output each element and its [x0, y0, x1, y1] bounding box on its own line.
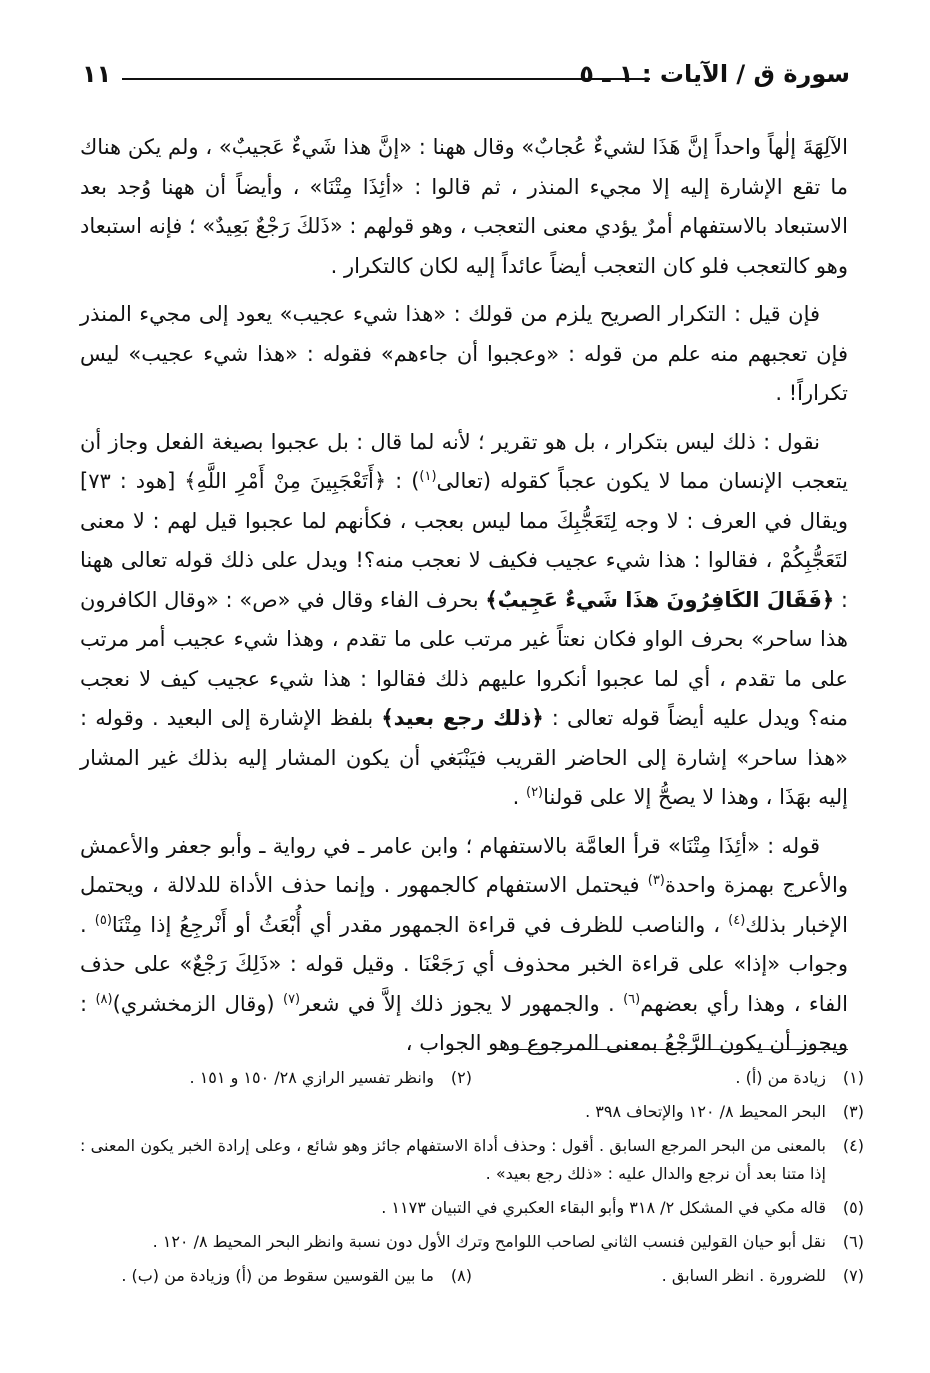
quran-quote: ﴿ذلك رجع بعيد﴾ — [381, 706, 544, 730]
text-span: قوله : «أئِذَا مِتْنَا» قرأ العامَّة بالاستفهام ؛ وابن عامر ـ في رواية ـ وأبو جعفر والأعمش والأعرج بهمزة واحدة — [80, 833, 848, 897]
paragraph-2: فإن قيل : التكرار الصريح يلزم من قولك : «هذا شيء عجيب» يعود إلى مجيء المنذر فإن تعجبهم منه علم من قوله : «وعجبوا أن جاءهم» فقوله : «هذا شيء عجيب» ليس تكراراً! . — [80, 302, 848, 405]
text-span: ، والناصب للظرف في قراءة الجمهور مقدر أي أُبْعَثُ أو أَنْرجِعُ إذا مِتْنَا — [111, 912, 729, 937]
text-span: : ويجوز أن يكون الرَّجْعُ بمعنى المرجوع وهو الجواب ، — [80, 991, 848, 1055]
page-number: ١١ — [82, 60, 112, 88]
footnote-1 — [472, 1064, 864, 1092]
text-span: . — [512, 785, 526, 809]
footnote-number: (٢) — [450, 1068, 472, 1087]
footnote-text: ما بين القوسين سقوط من (أ) وزيادة من (ب) . — [121, 1266, 434, 1285]
footnote-3 — [80, 1098, 864, 1126]
header-rule — [122, 78, 650, 80]
page-header — [82, 58, 850, 94]
text-span: . وجواب «إذا» على قراءة الخبر محذوف أي رَجَعْنَا . وقيل قوله : «ذَلِكَ رَجْعٌ» على حذف الفاء ، وهذا رأي بعضهم — [80, 912, 848, 1016]
text-span: بلفظ الإشارة إلى البعيد . وقوله : «هذا ساحر» إشارة إلى الحاضر القريب فيَنْبَغي أن يكون المشار إليه بذلك غير المشار إليه بهَذَا ، وهذا لا يصحُّ إلا على قولنا — [80, 706, 848, 809]
text-span: بحرف الفاء وقال في «ص» : «وقال الكافرون هذا ساحر» بحرف الواو فكان نعتاً غير مرتب على ما تقدم ، وهذا شيء عجيب أمر مرتب على ما تقدم ، أي لما عجبوا أنكروا عليهم ذلك فقالوا : هذا شيء عجيب كيف لا نعجب منه؟ ويدل عليه أيضاً قوله تعالى : — [80, 587, 849, 730]
footnote-text: البحر المحيط ٨/ ١٢٠ والإتحاف ٣٩٨ . — [585, 1102, 826, 1121]
footnote-number: (٧) — [842, 1266, 864, 1285]
footnote-ref-3: (٣) — [647, 873, 665, 888]
footnote-number: (٨) — [450, 1266, 472, 1285]
footnote-text: زيادة من (أ) . — [735, 1068, 826, 1087]
text-span: نقول : ذلك ليس بتكرار ، بل هو تقرير ؛ لأنه لما قال : بل عجبوا بصيغة الفعل وجاز أن يتعجب الإنسان مما لا يكون عجباً كقوله (تعالى — [80, 429, 848, 493]
text-span: ) : ﴿أَتَعْجَبِينَ مِنْ أَمْرِ اللَّهِ﴾ [هود : ٧٣] ويقال في العرف : لا وجه لِتَعَجُّبِكَ مما ليس بعجب ، فكأنهم لما عجبوا قيل لهم : لا معنى لتَعَجُّبِكُمْ ، فقالوا : هذا شيء عجيب فكيف لا نعجب منه؟! ويدل على ذلك قوله تعالى ههنا : — [80, 469, 848, 612]
footnote-7 — [472, 1262, 864, 1290]
footnotes — [80, 1064, 864, 1296]
paragraph-3 — [80, 423, 848, 818]
footnote-ref-5: (٥) — [94, 912, 112, 928]
running-title: سورة ق / الآيات : ١ ـ ٥ — [579, 60, 850, 88]
footnote-4 — [80, 1132, 864, 1188]
footnote-text: للضرورة . انظر السابق . — [661, 1266, 826, 1285]
footnote-6 — [80, 1228, 864, 1256]
footnote-text: نقل أبو حيان القولين فنسب الثاني لصاحب اللوامح وترك الأول دون نسبة وانظر البحر المحيط ٨/ ١٢٠ . — [152, 1232, 826, 1251]
footnote-2 — [80, 1064, 472, 1092]
footnote-5 — [80, 1194, 864, 1222]
footnote-text: وانظر تفسير الرازي ٢٨/ ١٥٠ و ١٥١ . — [189, 1068, 434, 1087]
footnote-text: بالمعنى من البحر المرجع السابق . أقول : وحذف أداة الاستفهام جائز وهو شائع ، وعلى إرادة الخبر يكون المعنى : إذا متنا بعد أن نرجع والدال عليه : «ذلك رجع بعيد» . — [80, 1136, 826, 1183]
footnote-number: (١) — [842, 1068, 864, 1087]
text-span: . والجمهور لا يجوز ذلك إلاَّ في شعر — [300, 991, 624, 1016]
paragraph-4 — [80, 827, 848, 1064]
footnote-row — [80, 1262, 864, 1290]
footnote-row — [80, 1064, 864, 1092]
footnote-ref-1: (١) — [419, 469, 437, 484]
footnote-ref-6: (٦) — [623, 991, 641, 1007]
main-text — [80, 128, 848, 1073]
text-span: فيحتمل الاستفهام كالجمهور . وإنما حذف الأداة للدلالة ، ويحتمل الإخبار بذلك — [80, 873, 849, 937]
footnote-ref-8: (٨) — [95, 991, 113, 1007]
footnote-number: (٦) — [842, 1232, 864, 1251]
footnote-separator — [498, 1049, 848, 1050]
footnote-ref-7: (٧) — [282, 991, 301, 1007]
footnote-text: قاله مكي في المشكل ٢/ ٣١٨ وأبو البقاء العكبري في التبيان ١١٧٣ . — [381, 1198, 826, 1217]
text-span: (وقال الزمخشري) — [112, 991, 283, 1016]
footnote-number: (٥) — [842, 1198, 864, 1217]
paragraph-1: الآلِهَةَ إلٰهاً واحداً إنَّ هَذَا لشيءٌ عُجابٌ» وقال ههنا : «إنَّ هذا شَيءٌ عَجيبٌ» ، ولم يكن هناك ما تقع الإشارة إليه إلا مجيء المنذر ، ثم قالوا : «أئِذَا مِتْنَا» ، وأيضاً أن ههنا وُجد بعد الاستبعاد بالاستفهام أمرٌ يؤدي معنى التعجب ، وهو قولهم : «ذَلكَ رَجْعٌ بَعِيدٌ» ؛ فإنه استبعاد وهو كالتعجب فلو كان التعجب أيضاً عائداً إليه لكان كالتكرار . — [80, 135, 848, 278]
quran-quote: ﴿فَقَالَ الكَافِرُونَ هذَا شَيءٌ عَجِيبٌ﴾ — [485, 587, 835, 612]
footnote-ref-2: (٢) — [525, 785, 544, 800]
footnote-number: (٤) — [842, 1136, 864, 1155]
footnote-8 — [80, 1262, 472, 1290]
footnote-ref-4: (٤) — [728, 912, 746, 928]
footnote-number: (٣) — [842, 1102, 864, 1121]
